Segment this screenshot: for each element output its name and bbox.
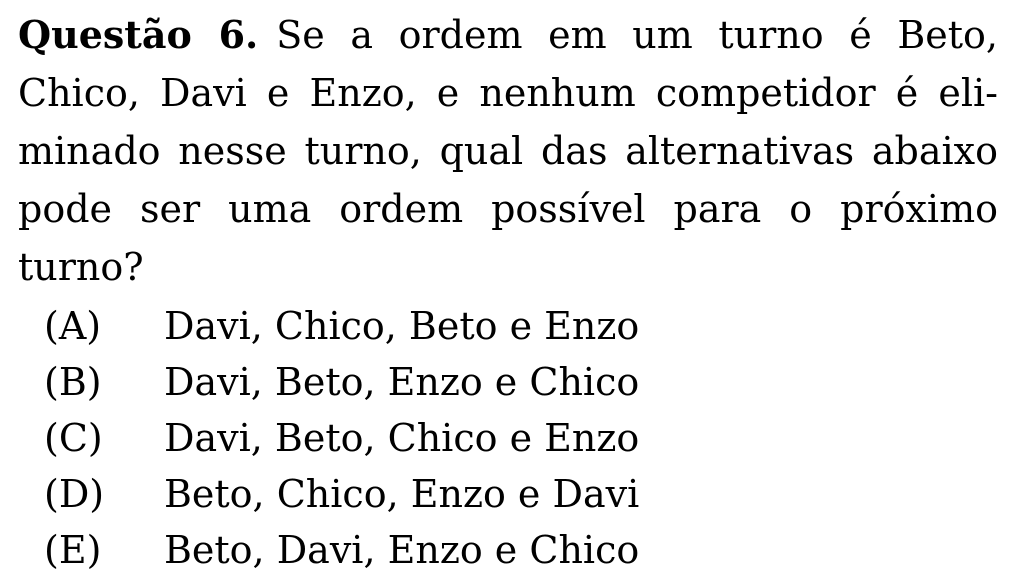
option-text: Beto, Chico, Enzo e Davi (164, 472, 640, 516)
question-text-line: turno? (18, 245, 144, 289)
option-text: Davi, Beto, Chico e Enzo (164, 416, 640, 460)
question-block (18, 6, 998, 296)
option-label: (E) (44, 528, 102, 572)
option-c[interactable] (44, 410, 744, 466)
question-label: Questão 6. (18, 12, 259, 57)
option-text: Davi, Beto, Enzo e Chico (164, 360, 640, 404)
question-text-line: minado nesse turno, qual das alternativas abaixo (18, 129, 998, 173)
question-text-line: pode ser uma ordem possível para o próximo (18, 187, 998, 231)
option-label: (B) (44, 360, 102, 404)
option-label: (D) (44, 472, 105, 516)
question-line-1 (18, 6, 998, 64)
option-label: (C) (44, 416, 103, 460)
question-text-line: Chico, Davi e Enzo, e nenhum competidor é eli- (18, 71, 998, 115)
answer-options (44, 298, 744, 578)
question-text-line: Se a ordem em um turno é Beto, (276, 13, 998, 57)
option-b[interactable] (44, 354, 744, 410)
option-a[interactable] (44, 298, 744, 354)
option-text: Beto, Davi, Enzo e Chico (164, 528, 640, 572)
option-text: Davi, Chico, Beto e Enzo (164, 304, 640, 348)
option-e[interactable] (44, 522, 744, 578)
option-d[interactable] (44, 466, 744, 522)
option-label: (A) (44, 304, 102, 348)
